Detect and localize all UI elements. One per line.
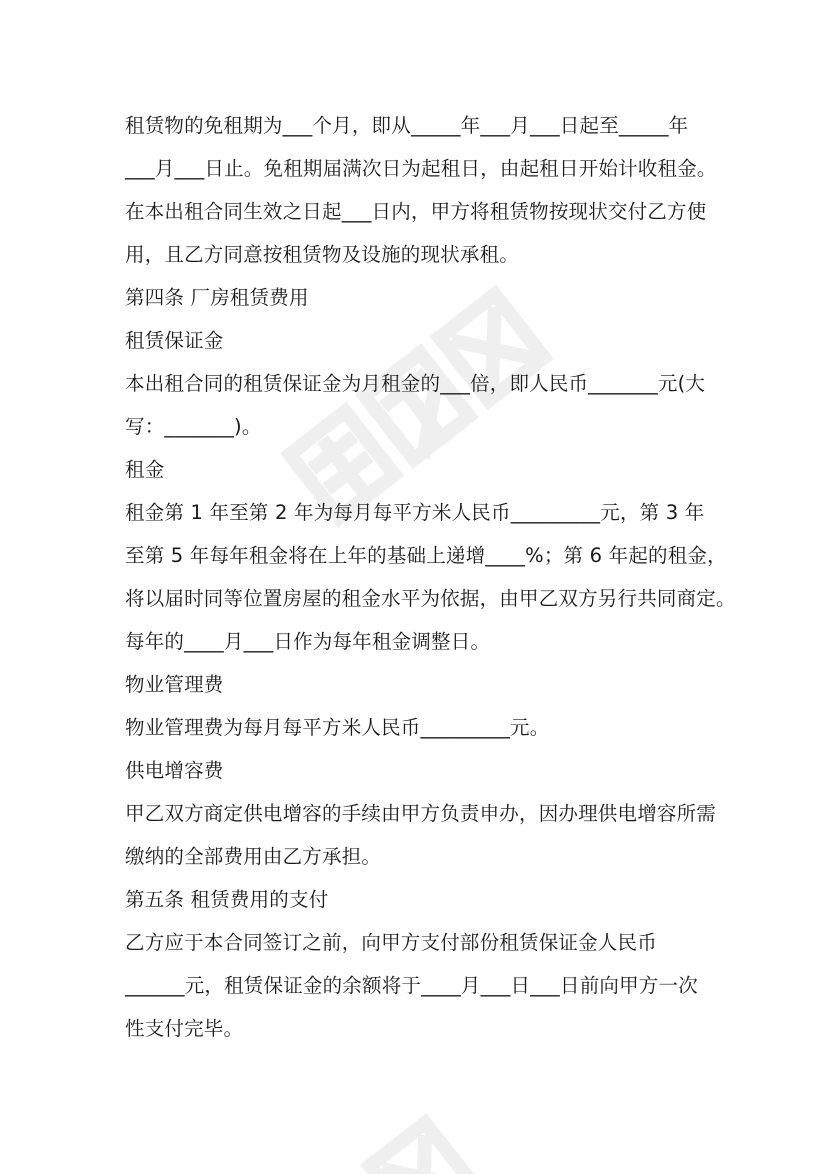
watermark-logo-bottom bbox=[320, 1085, 520, 1174]
text-line: 性支付完毕。 bbox=[125, 1017, 244, 1040]
text-line: 每年的____月___日作为每年租金调整日。 bbox=[125, 630, 491, 653]
text-line: 至第 5 年每年租金将在上年的基础上递增____%；第 6 年起的租金， bbox=[125, 544, 727, 567]
section-heading: 第四条 厂房租赁费用 bbox=[125, 286, 309, 309]
text-line: 租赁物的免租期为___个月，即从_____年___月___日起至_____年 bbox=[125, 114, 689, 137]
text-line: 将以届时同等位置房屋的租金水平为依据，由甲乙双方另行共同商定。 bbox=[125, 587, 736, 610]
text-line: 甲乙双方商定供电增容的手续由甲方负责申办，因办理供电增容所需 bbox=[125, 802, 717, 825]
text-line: 写：_______)。 bbox=[125, 415, 262, 438]
subsection-heading: 物业管理费 bbox=[125, 673, 224, 696]
subsection-heading: 租金 bbox=[125, 458, 165, 481]
subsection-heading: 供电增容费 bbox=[125, 759, 224, 782]
text-line: 缴纳的全部费用由乙方承担。 bbox=[125, 845, 382, 868]
document-body bbox=[125, 104, 736, 1050]
subsection-heading: 租赁保证金 bbox=[125, 329, 224, 352]
text-line: ___月___日止。免租期届满次日为起租日，由起租日开始计收租金。 bbox=[125, 157, 717, 180]
text-line: 物业管理费为每月每平方米人民币_________元。 bbox=[125, 716, 550, 739]
text-line: 用，且乙方同意按租赁物及设施的现状承租。 bbox=[125, 243, 520, 266]
section-heading: 第五条 租赁费用的支付 bbox=[125, 888, 329, 911]
text-line: ______元，租赁保证金的余额将于____月___日___日前向甲方一次 bbox=[125, 974, 698, 997]
text-line: 租金第 1 年至第 2 年为每月每平方米人民币_________元，第 3 年 bbox=[125, 501, 705, 524]
text-line: 乙方应于本合同签订之前，向甲方支付部份租赁保证金人民币 bbox=[125, 931, 657, 954]
text-line: 在本出租合同生效之日起___日内，甲方将租赁物按现状交付乙方使 bbox=[125, 200, 707, 223]
text-line: 本出租合同的租赁保证金为月租金的___倍，即人民币_______元(大 bbox=[125, 372, 706, 395]
